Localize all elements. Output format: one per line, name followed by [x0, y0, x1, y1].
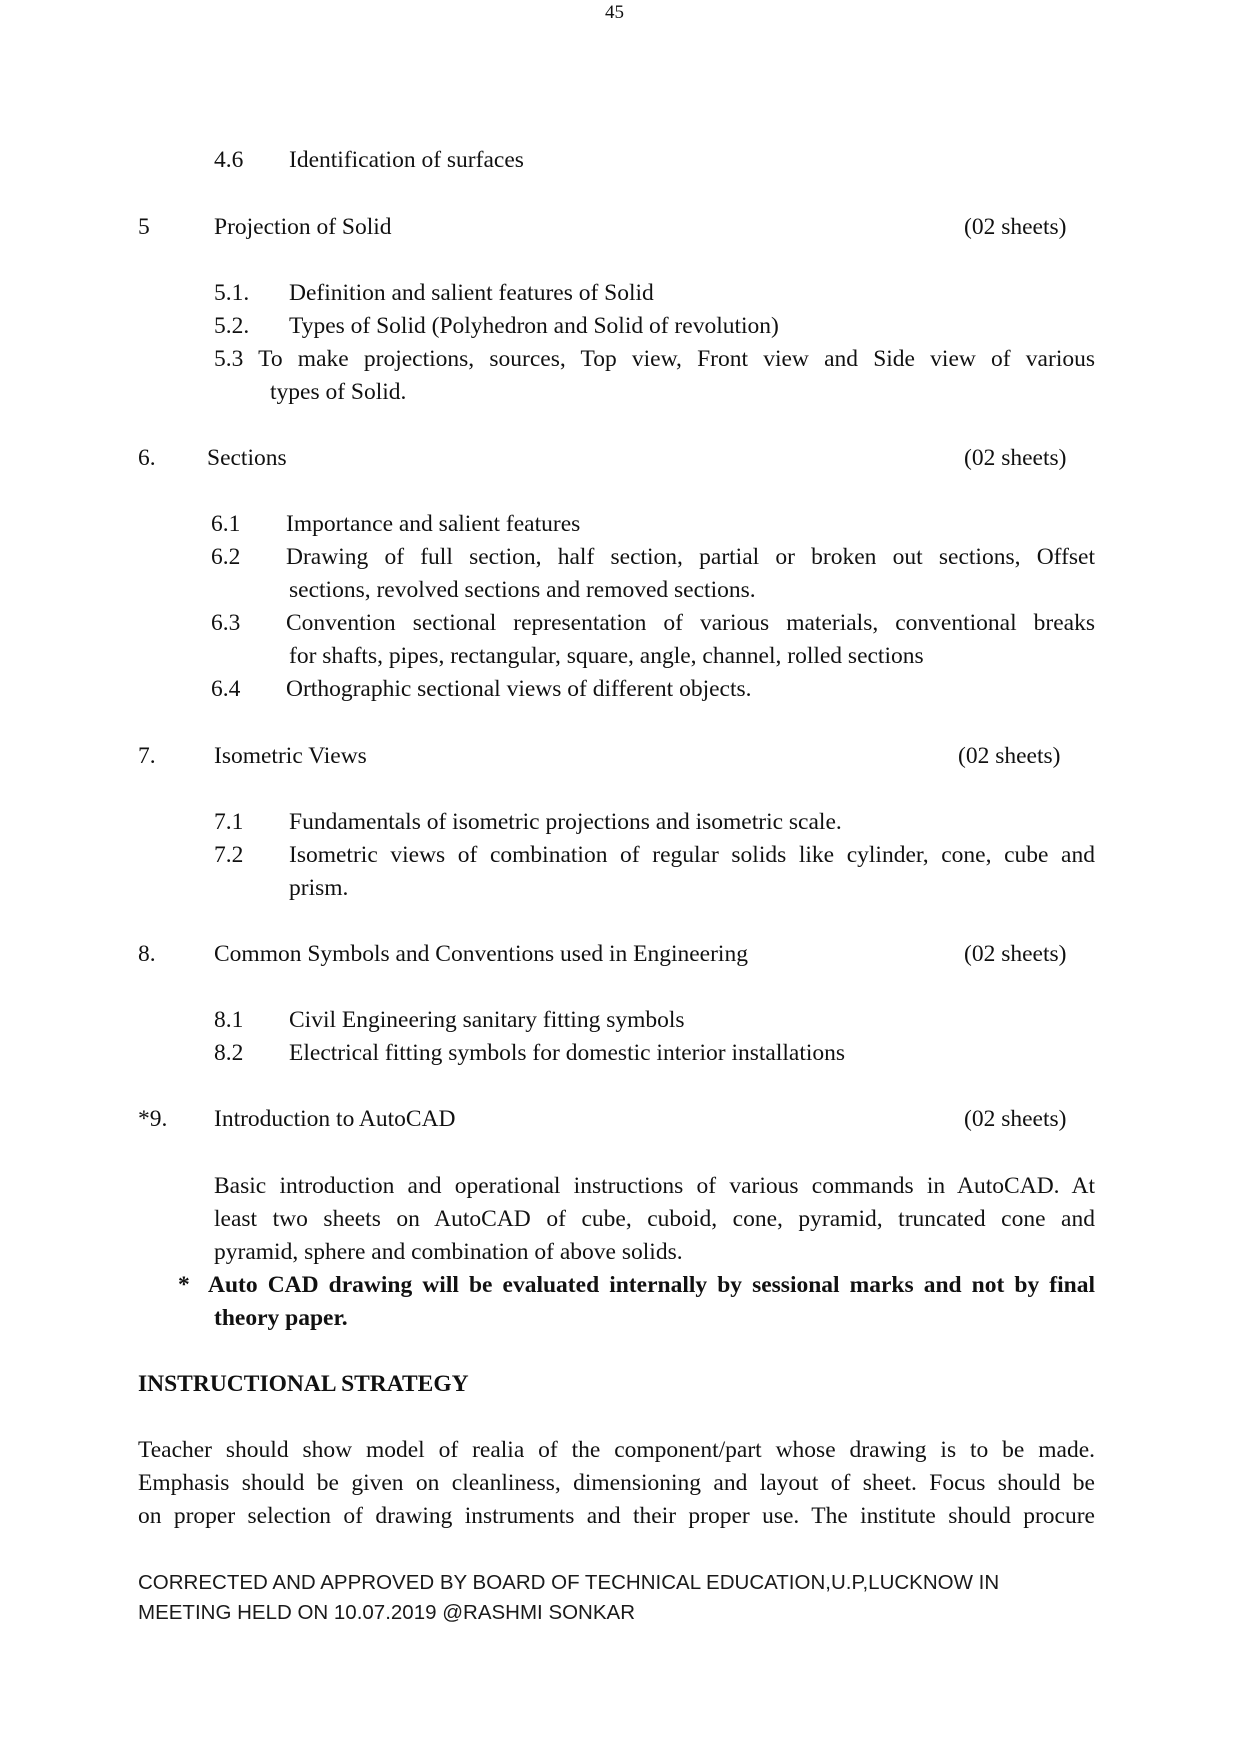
section-sheets: (02 sheets): [958, 743, 1061, 769]
paragraph-line: Basic introduction and operational instructions of various commands in AutoCAD. At: [214, 1173, 1095, 1199]
subsection-number: 7.2: [214, 842, 244, 868]
section-sheets: (02 sheets): [964, 1106, 1067, 1132]
subsection-number: 4.6: [214, 147, 244, 173]
section-title: Sections: [207, 445, 287, 471]
subsection-text: Definition and salient features of Solid: [289, 280, 654, 306]
note-star: *: [178, 1272, 190, 1298]
paragraph-line: pyramid, sphere and combination of above solids.: [214, 1239, 683, 1265]
subsection-text-line: prism.: [289, 875, 349, 901]
paragraph-line: least two sheets on AutoCAD of cube, cuboid, cone, pyramid, truncated cone and: [214, 1206, 1095, 1232]
subsection-text-line: Isometric views of combination of regular solids like cylinder, cone, cube and: [289, 842, 1095, 868]
subsection-text: Electrical fitting symbols for domestic interior installations: [289, 1040, 846, 1066]
subsection-text-line: types of Solid.: [270, 379, 407, 405]
note-line: Auto CAD drawing will be evaluated internally by sessional marks and not by final: [208, 1272, 1095, 1298]
footer-line: CORRECTED AND APPROVED BY BOARD OF TECHNICAL EDUCATION,U.P,LUCKNOW IN: [138, 1571, 1000, 1594]
strategy-heading: INSTRUCTIONAL STRATEGY: [138, 1371, 469, 1397]
section-sheets: (02 sheets): [964, 445, 1067, 471]
footer-line: MEETING HELD ON 10.07.2019 @RASHMI SONKAR: [138, 1601, 636, 1624]
section-number: 6.: [138, 445, 156, 471]
paragraph-line: on proper selection of drawing instruments and their proper use. The institute should procure: [138, 1503, 1095, 1529]
section-title: Common Symbols and Conventions used in Engineering: [214, 941, 748, 967]
subsection-text-line: 5.3 To make projections, sources, Top view, Front view and Side view of various: [214, 346, 1095, 372]
section-sheets: (02 sheets): [964, 941, 1067, 967]
paragraph-line: Emphasis should be given on cleanliness, dimensioning and layout of sheet. Focus should be: [138, 1470, 1095, 1496]
page-number: 45: [605, 2, 624, 23]
section-title: Isometric Views: [214, 743, 367, 769]
section-title: Projection of Solid: [214, 214, 392, 240]
subsection-number: 8.2: [214, 1040, 244, 1066]
paragraph-line: Teacher should show model of realia of the component/part whose drawing is to be made.: [138, 1437, 1095, 1463]
subsection-text: Types of Solid (Polyhedron and Solid of revolution): [289, 313, 779, 339]
subsection-number: 5.1.: [214, 280, 250, 306]
subsection-number: 7.1: [214, 809, 244, 835]
section-number: 7.: [138, 743, 156, 769]
subsection-text: Civil Engineering sanitary fitting symbols: [289, 1007, 685, 1033]
section-number: 5: [138, 214, 150, 240]
subsection-text: Importance and salient features: [286, 511, 581, 537]
subsection-number: 6.1: [211, 511, 241, 537]
section-number: *9.: [138, 1106, 168, 1132]
subsection-text-line: sections, revolved sections and removed sections.: [289, 577, 756, 603]
subsection-text: Fundamentals of isometric projections and isometric scale.: [289, 809, 842, 835]
subsection-number: 6.4: [211, 676, 241, 702]
section-number: 8.: [138, 941, 156, 967]
subsection-text: Identification of surfaces: [289, 147, 524, 173]
subsection-number: 6.2: [211, 544, 241, 570]
subsection-text-line: for shafts, pipes, rectangular, square, angle, channel, rolled sections: [289, 643, 924, 669]
subsection-text: Orthographic sectional views of different objects.: [286, 676, 752, 702]
subsection-text-line: Drawing of full section, half section, partial or broken out sections, Offset: [286, 544, 1095, 570]
subsection-number: 8.1: [214, 1007, 244, 1033]
subsection-text-line: Convention sectional representation of various materials, conventional breaks: [286, 610, 1095, 636]
section-title: Introduction to AutoCAD: [214, 1106, 456, 1132]
subsection-number: 5.2.: [214, 313, 250, 339]
subsection-number: 6.3: [211, 610, 241, 636]
note-line: theory paper.: [214, 1305, 348, 1331]
section-sheets: (02 sheets): [964, 214, 1067, 240]
